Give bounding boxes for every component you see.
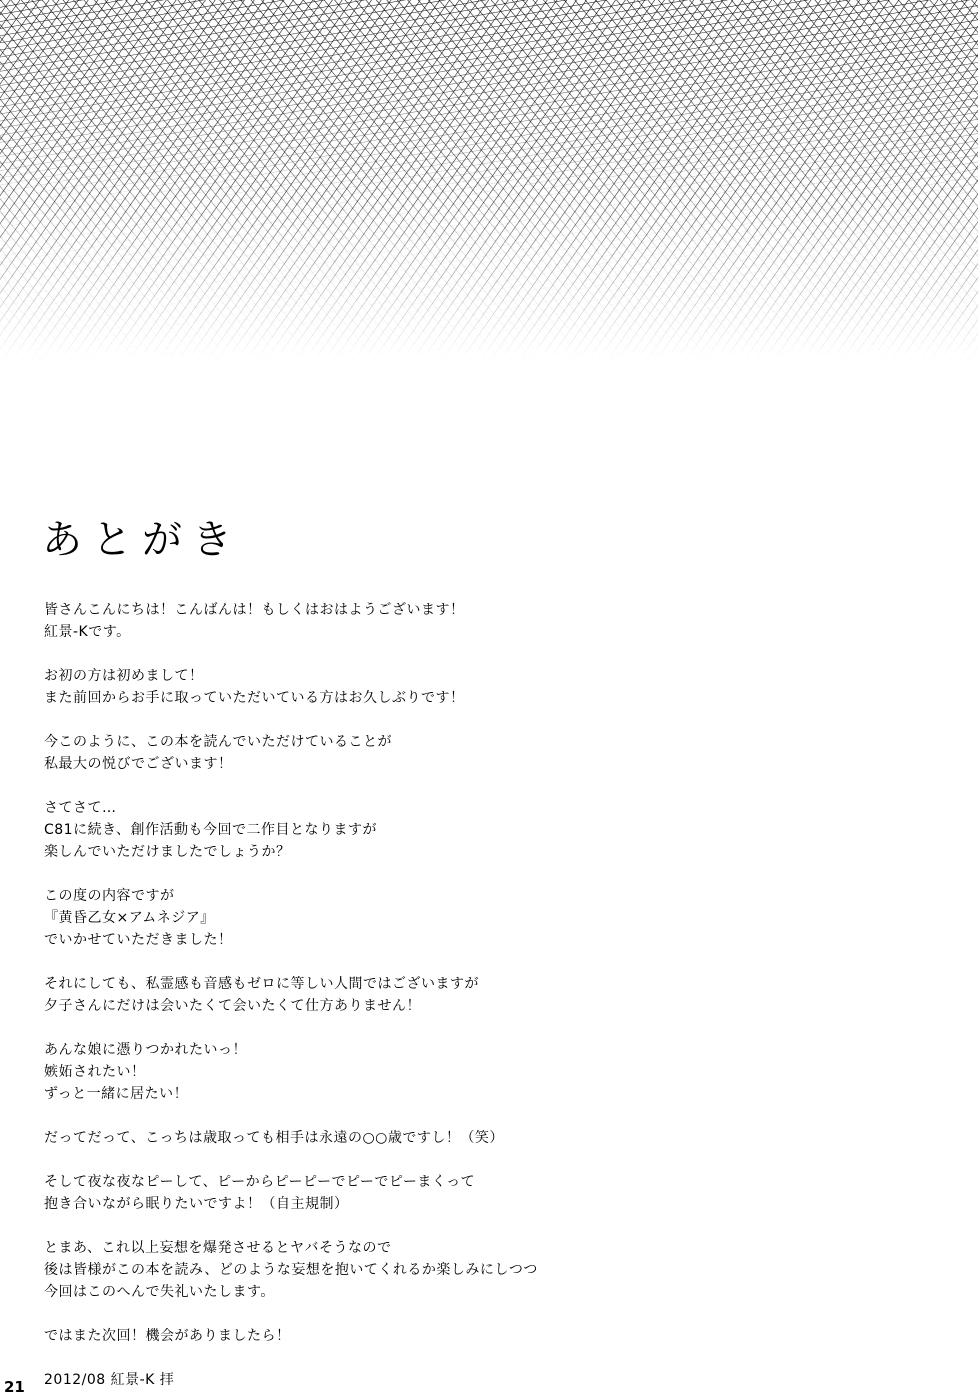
paragraph (44, 1127, 924, 1149)
text-line: この度の内容ですが (44, 888, 175, 904)
text-line: 夕子さんにだけは会いたくて会いたくて仕方ありません！ (44, 998, 421, 1014)
text-line: 私最大の悦びでございます！ (44, 756, 233, 772)
text-line: 嫉妬されたい！ (44, 1064, 146, 1080)
page-title: あとがき (42, 517, 242, 563)
text-line: それにしても、私霊感も音感もゼロに等しい人間ではございますが (44, 976, 479, 992)
text-line: 今このように、この本を読んでいただけていることが (44, 734, 392, 750)
page-number: 21 (4, 1378, 25, 1396)
text-line: 後は皆様がこの本を読み、どのような妄想を抱いてくれるか楽しみにしつつ (44, 1262, 538, 1278)
signature: 2012/08 紅景-K 拝 (44, 1372, 175, 1388)
paragraph (44, 731, 924, 775)
text-line: 紅景-Kです。 (44, 624, 131, 640)
text-line: あんな娘に憑りつかれたいっ！ (44, 1042, 247, 1058)
text-line: そして夜な夜なピーして、ピーからピーピーでピーでピーまくって (44, 1174, 476, 1190)
paragraph (44, 665, 924, 709)
text-line: でいかせていただきました！ (44, 932, 233, 948)
afterword-body (44, 599, 924, 1391)
paragraph (44, 1325, 924, 1347)
text-line: 皆さんこんにちは！こんばんは！もしくはおはようございます！ (44, 602, 465, 618)
text-line: さてさて… (44, 800, 117, 816)
paragraph (44, 973, 924, 1017)
text-line: 今回はこのへんで失礼いたします。 (44, 1284, 275, 1300)
paragraph (44, 797, 924, 863)
text-line: ではまた次回！機会がありましたら！ (44, 1328, 291, 1344)
text-line: C81に続き、創作活動も今回で二作目となりますが (44, 822, 378, 838)
text-line: とまあ、これ以上妄想を爆発させるとヤバそうなので (44, 1240, 392, 1256)
text-line: 楽しんでいただけましたでしょうか？ (44, 844, 291, 860)
text-line: だってだって、こっちは歳取っても相手は永遠の○○歳ですし！（笑） (44, 1130, 504, 1146)
paragraph (44, 1039, 924, 1105)
crosshatch-header-art (0, 0, 978, 360)
text-line: お初の方は初めまして！ (44, 668, 204, 684)
paragraph (44, 599, 924, 643)
text-line: 『黄昏乙女×アムネジア』 (44, 910, 215, 926)
paragraph (44, 1237, 924, 1303)
text-line: また前回からお手に取っていただいている方はお久しぶりです！ (44, 690, 465, 706)
paragraph (44, 885, 924, 951)
text-line: ずっと一緒に居たい！ (44, 1086, 189, 1102)
paragraph (44, 1171, 924, 1215)
text-line: 抱き合いながら眠りたいですよ！（自主規制） (44, 1196, 349, 1212)
